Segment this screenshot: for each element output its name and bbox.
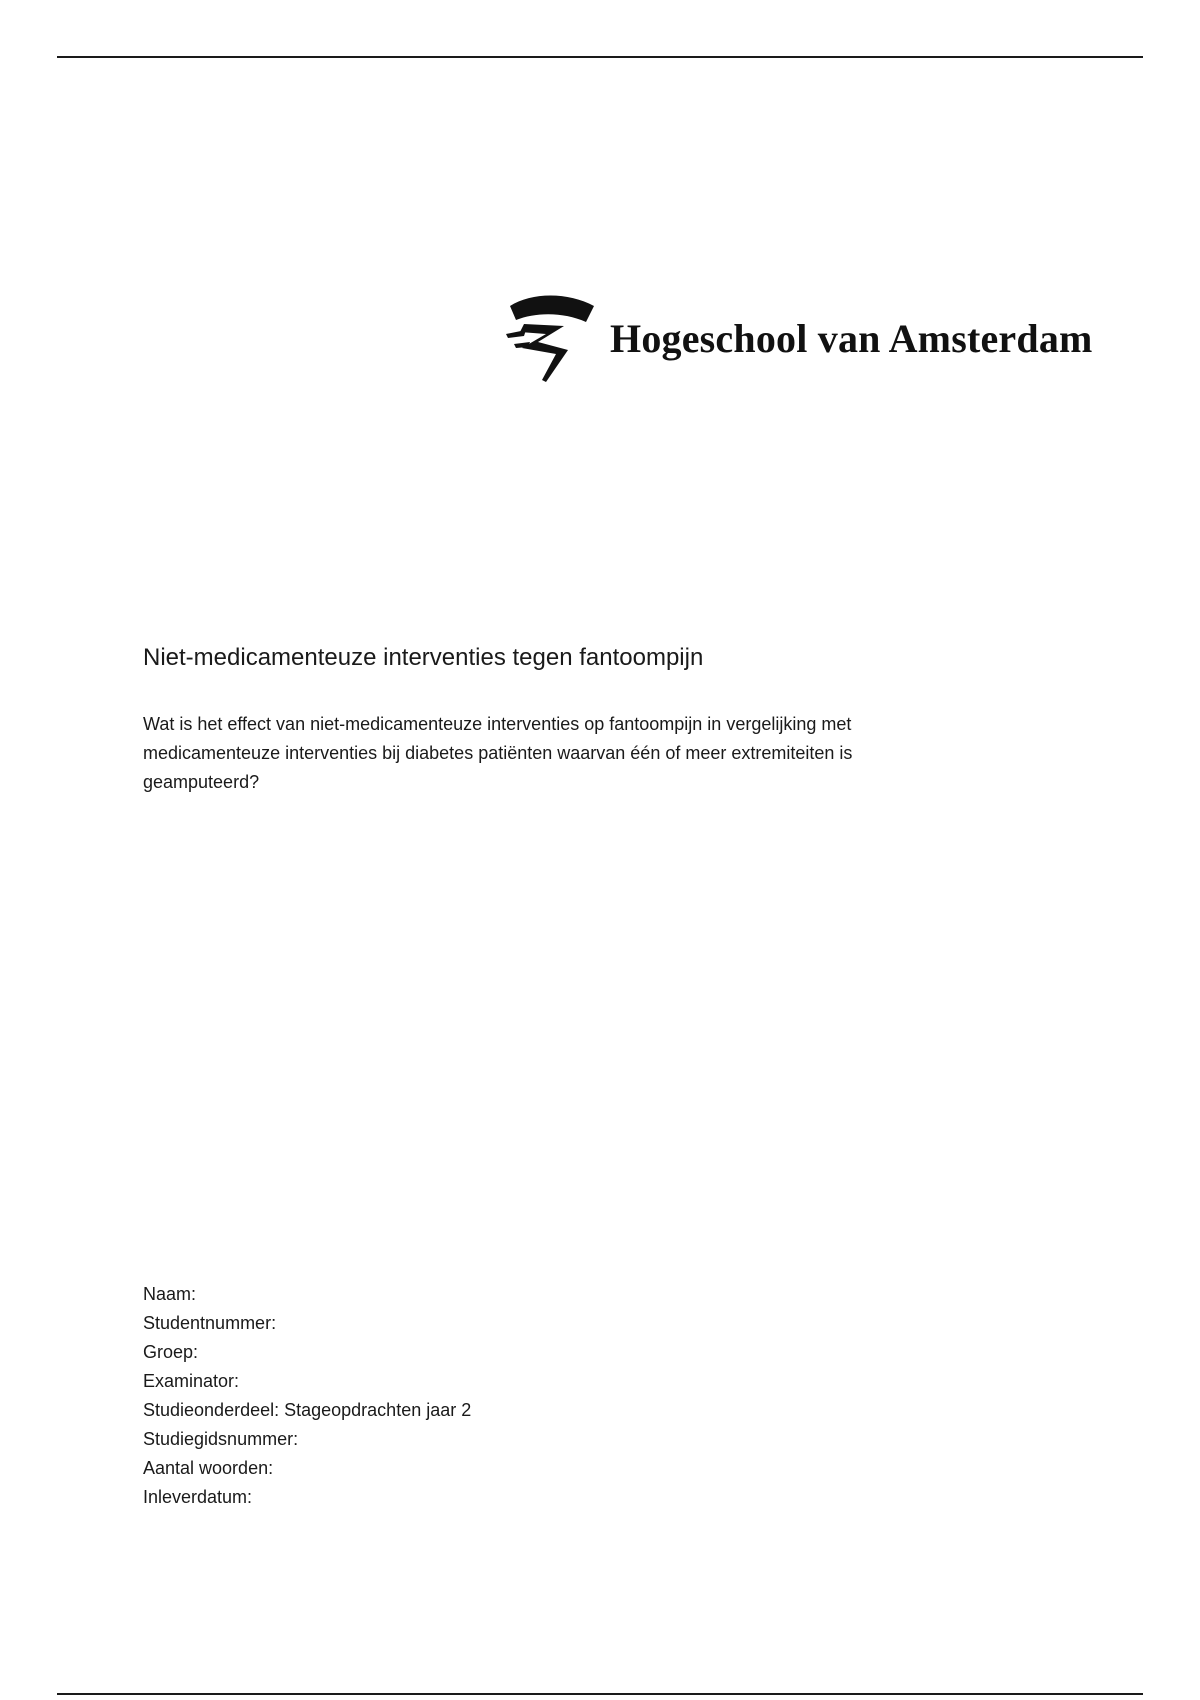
meta-aantal-woorden: Aantal woorden: [143,1458,274,1478]
meta-studentnummer: Studentnummer: [143,1313,277,1333]
question-line: geamputeerd? [143,772,260,792]
meta-studiegidsnummer: Studiegidsnummer: [143,1429,299,1449]
meta-naam: Naam: [143,1284,197,1304]
meta-examinator: Examinator: [143,1371,240,1391]
hva-logo-icon [502,292,598,384]
meta-inleverdatum: Inleverdatum: [143,1487,253,1507]
student-info-block [143,1280,471,1512]
question-line: medicamenteuze interventies bij diabetes patiënten waarvan één of meer extremiteiten is [143,743,853,763]
meta-groep: Groep: [143,1342,199,1362]
research-question [143,710,1003,797]
question-line: Wat is het effect van niet-medicamenteuze interventies op fantoompijn in vergelijking met [143,714,852,734]
logo-wordmark: Hogeschool van Amsterdam [610,315,1093,361]
top-divider [57,56,1143,58]
meta-studieonderdeel: Studieonderdeel: Stageopdrachten jaar 2 [143,1400,472,1420]
bottom-divider [57,1693,1143,1695]
document-title: Niet-medicamenteuze interventies tegen fantoompijn [143,644,704,671]
institution-logo [502,292,1142,384]
